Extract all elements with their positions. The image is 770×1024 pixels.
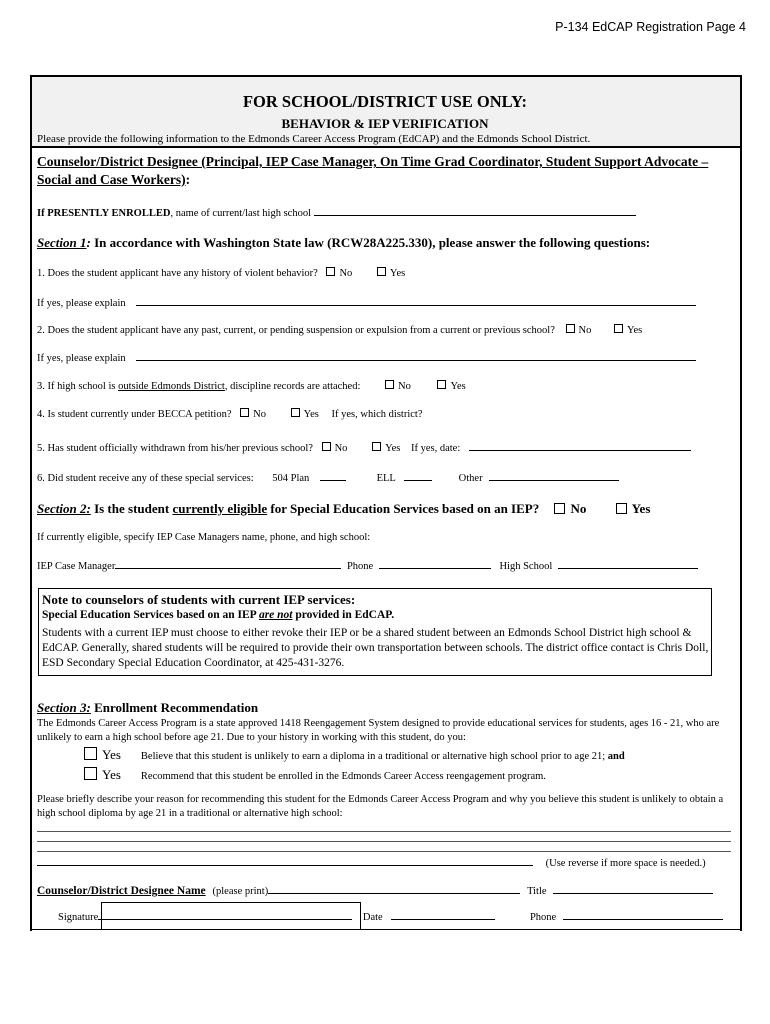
signature-row: Signature Date Phone: [58, 910, 723, 923]
q2-explain-field[interactable]: [136, 351, 696, 361]
note-body: Students with a current IEP must choose to either revoke their IEP or be a shared student between an Edmonds School District high school & EdCAP. Generally, shared students will be required to provide their own transportation between schools. The district office contact is Chris Doll, ESD Secondary Special Education Coordinator, at 425-431-3276.: [42, 627, 709, 669]
q1-explain-field[interactable]: [136, 296, 696, 306]
opt-ell-field[interactable]: [404, 471, 432, 481]
q4-no-checkbox[interactable]: [240, 408, 249, 417]
stmt1-row: Yes Believe that this student is unlikely to earn a diploma in a traditional or alternative high school prior to age 21; and: [84, 746, 625, 764]
designee-heading: Counselor/District Designee (Principal, IEP Case Manager, On Time Grad Coordinator, Student Support Advocate – Social and Case Workers):: [37, 154, 709, 187]
describe-line-2[interactable]: [37, 832, 731, 842]
q2-yes-checkbox[interactable]: [614, 324, 623, 333]
signature-date-field[interactable]: [391, 910, 495, 920]
form-title: FOR SCHOOL/DISTRICT USE ONLY:: [242, 92, 528, 111]
section3-intro: The Edmonds Career Access Program is a state approved 1418 Reengagement System designed to provide educational services for students, ages 16 - 21, who are unlikely to earn a high school before age 21. Due to your history in working with this student, do you:: [37, 718, 720, 743]
form-subtitle: BEHAVIOR & IEP VERIFICATION: [281, 116, 489, 131]
q1-row: 1. Does the student applicant have any history of violent behavior? No Yes: [37, 268, 406, 279]
designee-title-field[interactable]: [553, 884, 713, 894]
describe-line-4[interactable]: [37, 856, 533, 866]
case-manager-field[interactable]: [115, 559, 341, 569]
q6-row: 6. Did student receive any of these special services: 504 Plan ELL Other: [37, 471, 619, 484]
q4-row: 4. Is student currently under BECCA petition? No Yes If yes, which district?: [37, 409, 423, 420]
describe-line-3[interactable]: [37, 842, 731, 852]
describe-lines: [37, 821, 731, 852]
describe-line-1[interactable]: [37, 821, 731, 832]
high-school-name-field[interactable]: [314, 206, 636, 216]
opt-other-field[interactable]: [489, 471, 619, 481]
section2-yes-checkbox[interactable]: [616, 503, 627, 514]
page-header: P-134 EdCAP Registration Page 4: [555, 20, 746, 34]
q2-row: 2. Does the student applicant have any past, current, or pending suspension or expulsion from a current or previous school? No Yes: [37, 325, 643, 336]
signature-phone-field[interactable]: [563, 910, 723, 920]
q1-no-checkbox[interactable]: [326, 267, 335, 276]
case-manager-phone-field[interactable]: [379, 559, 491, 569]
q5-yes-checkbox[interactable]: [372, 442, 381, 451]
iep-contact-row: IEP Case Manager Phone High School: [37, 559, 698, 572]
designee-name-row: Counselor/District Designee Name (please print) Title: [37, 884, 713, 897]
note-heading: Note to counselors of students with current IEP services:: [42, 592, 356, 607]
note-subheading: Special Education Services based on an IEP are not provided in EdCAP.: [42, 609, 395, 621]
q1-yes-checkbox[interactable]: [377, 267, 386, 276]
section2-no-checkbox[interactable]: [554, 503, 565, 514]
form-intro: Please provide the following information to the Edmonds Career Access Program (EdCAP) and the Edmonds School District.: [37, 133, 591, 145]
signature-field[interactable]: [98, 910, 352, 920]
stmt1-yes-checkbox[interactable]: [84, 747, 97, 760]
stmt2-row: Yes Recommend that this student be enrolled in the Edmonds Career Access reengagement program.: [84, 766, 546, 784]
q2-no-checkbox[interactable]: [566, 324, 575, 333]
q5-date-field[interactable]: [469, 441, 691, 451]
enrolled-row: If PRESENTLY ENROLLED, name of current/last high school: [37, 206, 636, 219]
stmt2-yes-checkbox[interactable]: [84, 767, 97, 780]
designee-name-field[interactable]: [268, 884, 520, 894]
section3-heading: Section 3: Enrollment Recommendation: [37, 700, 259, 715]
q3-no-checkbox[interactable]: [385, 380, 394, 389]
opt-504-field[interactable]: [320, 471, 346, 481]
q1-explain-row: If yes, please explain: [37, 296, 696, 309]
q5-row: 5. Has student officially withdrawn from his/her previous school? No Yes If yes, date:: [37, 441, 691, 454]
q5-no-checkbox[interactable]: [322, 442, 331, 451]
section2-heading: Section 2: Is the student currently eligible for Special Education Services based on an IEP? No Yes: [37, 501, 651, 516]
q3-yes-checkbox[interactable]: [437, 380, 446, 389]
describe-last-row: (Use reverse if more space is needed.): [37, 856, 706, 869]
q3-row: 3. If high school is outside Edmonds District, discipline records are attached: No Yes: [37, 381, 466, 392]
q2-explain-row: If yes, please explain: [37, 351, 696, 364]
describe-instruction: Please briefly describe your reason for recommending this student for the Edmonds Career Access Program and why you believe this student is unlikely to obtain a high school diploma by age 21 in a traditional or alternative high school:: [37, 794, 724, 819]
section1-heading: Section 1: In accordance with Washington State law (RCW28A225.330), please answer the following questions:: [37, 235, 651, 250]
case-manager-school-field[interactable]: [558, 559, 698, 569]
q4-yes-checkbox[interactable]: [291, 408, 300, 417]
section2-instruction: If currently eligible, specify IEP Case Managers name, phone, and high school:: [37, 532, 371, 543]
